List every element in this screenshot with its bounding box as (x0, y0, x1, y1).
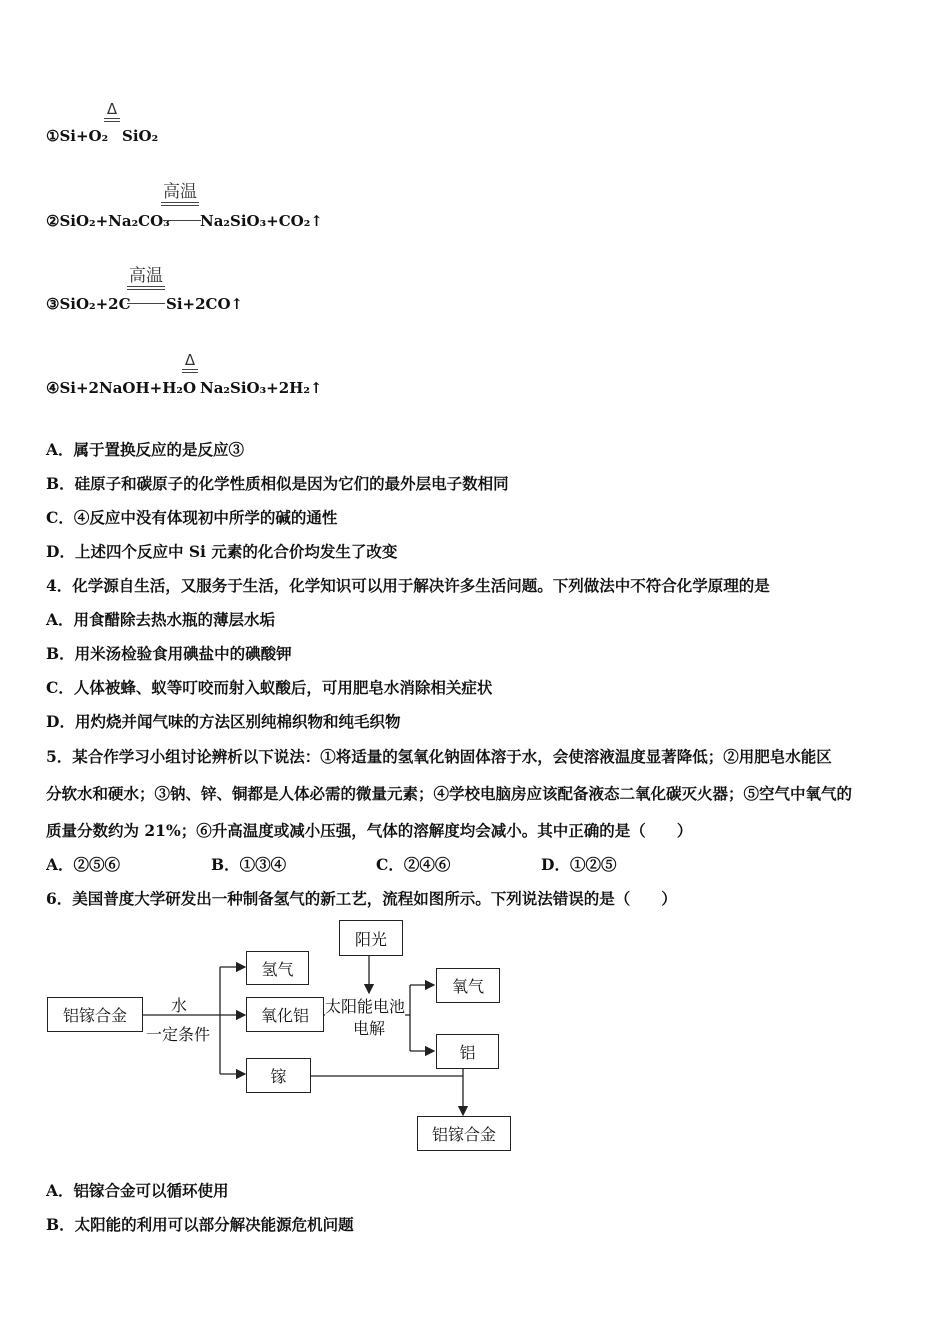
condition-label: 一定条件 (146, 1025, 211, 1044)
q5-stem-line3: 质量分数约为 21%；⑥升高温度或减小压强，气体的溶解度均会减小。其中正确的是（ ） (46, 821, 693, 840)
eq2-products: Na₂SiO₃+CO₂↑ (200, 212, 323, 230)
aluminum-label: 铝 (459, 1043, 476, 1062)
q5-option-c: C．②④⑥ (376, 855, 451, 874)
oxygen-box (436, 968, 500, 1003)
hydrogen-box (246, 951, 309, 985)
q3-option-b: B．硅原子和碳原子的化学性质相似是因为它们的最外层电子数相同 (46, 474, 509, 493)
q3-option-d: D．上述四个反应中 Si 元素的化合价均发生了改变 (46, 542, 398, 561)
alloy-output-box (417, 1116, 511, 1151)
water-label: 水 (171, 996, 188, 1015)
eq4-reactants: ④Si+2NaOH+H₂O (46, 379, 197, 397)
high-temp-label: 高温 (129, 266, 163, 286)
solar-cell-label: 太阳能电池 (325, 994, 405, 1017)
q3-option-a: A．属于置换反应的是反应③ (46, 440, 245, 459)
high-temp-label: 高温 (163, 182, 197, 202)
q5-option-d: D．①②⑤ (541, 855, 617, 874)
q4-option-b: B．用米汤检验食用碘盐中的碘酸钾 (46, 644, 292, 663)
alloy-output-label: 铝镓合金 (431, 1125, 496, 1144)
eq3-products: Si+2CO↑ (166, 295, 244, 313)
gallium-label: 镓 (270, 1067, 287, 1086)
sunlight-label: 阳光 (354, 929, 387, 949)
q5-option-a: A．②⑤⑥ (46, 855, 121, 874)
eq3-reactants: ③SiO₂+2C (46, 295, 131, 313)
eq1-reactants: ①Si+O₂ (46, 127, 109, 145)
q3-option-c: C．④反应中没有体现初中所学的碱的通性 (46, 508, 338, 527)
oxygen-label: 氧气 (451, 977, 484, 996)
q5-stem-line1: 5．某合作学习小组讨论辨析以下说法：①将适量的氢氧化钠固体溶于水，会使溶液温度显著降低；②用肥皂水能区 (46, 747, 832, 766)
hydrogen-label: 氢气 (261, 959, 294, 979)
q4-option-a: A．用食醋除去热水瓶的薄层水垢 (46, 610, 276, 629)
q4-option-d: D．用灼烧并闻气味的方法区别纯棉织物和纯毛织物 (46, 712, 401, 731)
q5-stem-line2: 分软水和硬水；③钠、锌、铜都是人体必需的微量元素；④学校电脑房应该配备液态二氧化碳灭火器；⑤空气中氧气的 (46, 784, 853, 803)
q6-option-a: A．铝镓合金可以循环使用 (46, 1181, 229, 1200)
gallium-box (246, 1058, 311, 1093)
q5-option-b: B．①③④ (211, 855, 287, 874)
q6-option-b: B．太阳能的利用可以部分解决能源危机问题 (46, 1215, 354, 1234)
eq4-products: Na₂SiO₃+2H₂↑ (200, 379, 323, 397)
electrolysis-label: 电解 (353, 1019, 386, 1038)
eq2-reactants: ②SiO₂+Na₂CO₃ (46, 212, 170, 230)
alloy-input-box (47, 997, 143, 1032)
alumina-box (246, 997, 324, 1032)
alloy-input-label: 铝镓合金 (62, 1006, 127, 1025)
aluminum-box (436, 1034, 499, 1069)
q4-option-c: C．人体被蜂、蚁等叮咬而射入蚁酸后，可用肥皂水消除相关症状 (46, 678, 493, 697)
alumina-label: 氧化铝 (260, 1006, 309, 1025)
delta-symbol: Δ (106, 100, 118, 118)
eq1-products: SiO₂ (122, 127, 159, 145)
q4-stem: 4．化学源自生活，又服务于生活，化学知识可以用于解决许多生活问题。下列做法中不符合化学原理的是 (46, 576, 770, 595)
q6-stem: 6．美国普度大学研发出一种制备氢气的新工艺，流程如图所示。下列说法错误的是（ ） (46, 889, 677, 908)
sunlight-box (339, 920, 403, 956)
delta-symbol: Δ (184, 351, 196, 369)
